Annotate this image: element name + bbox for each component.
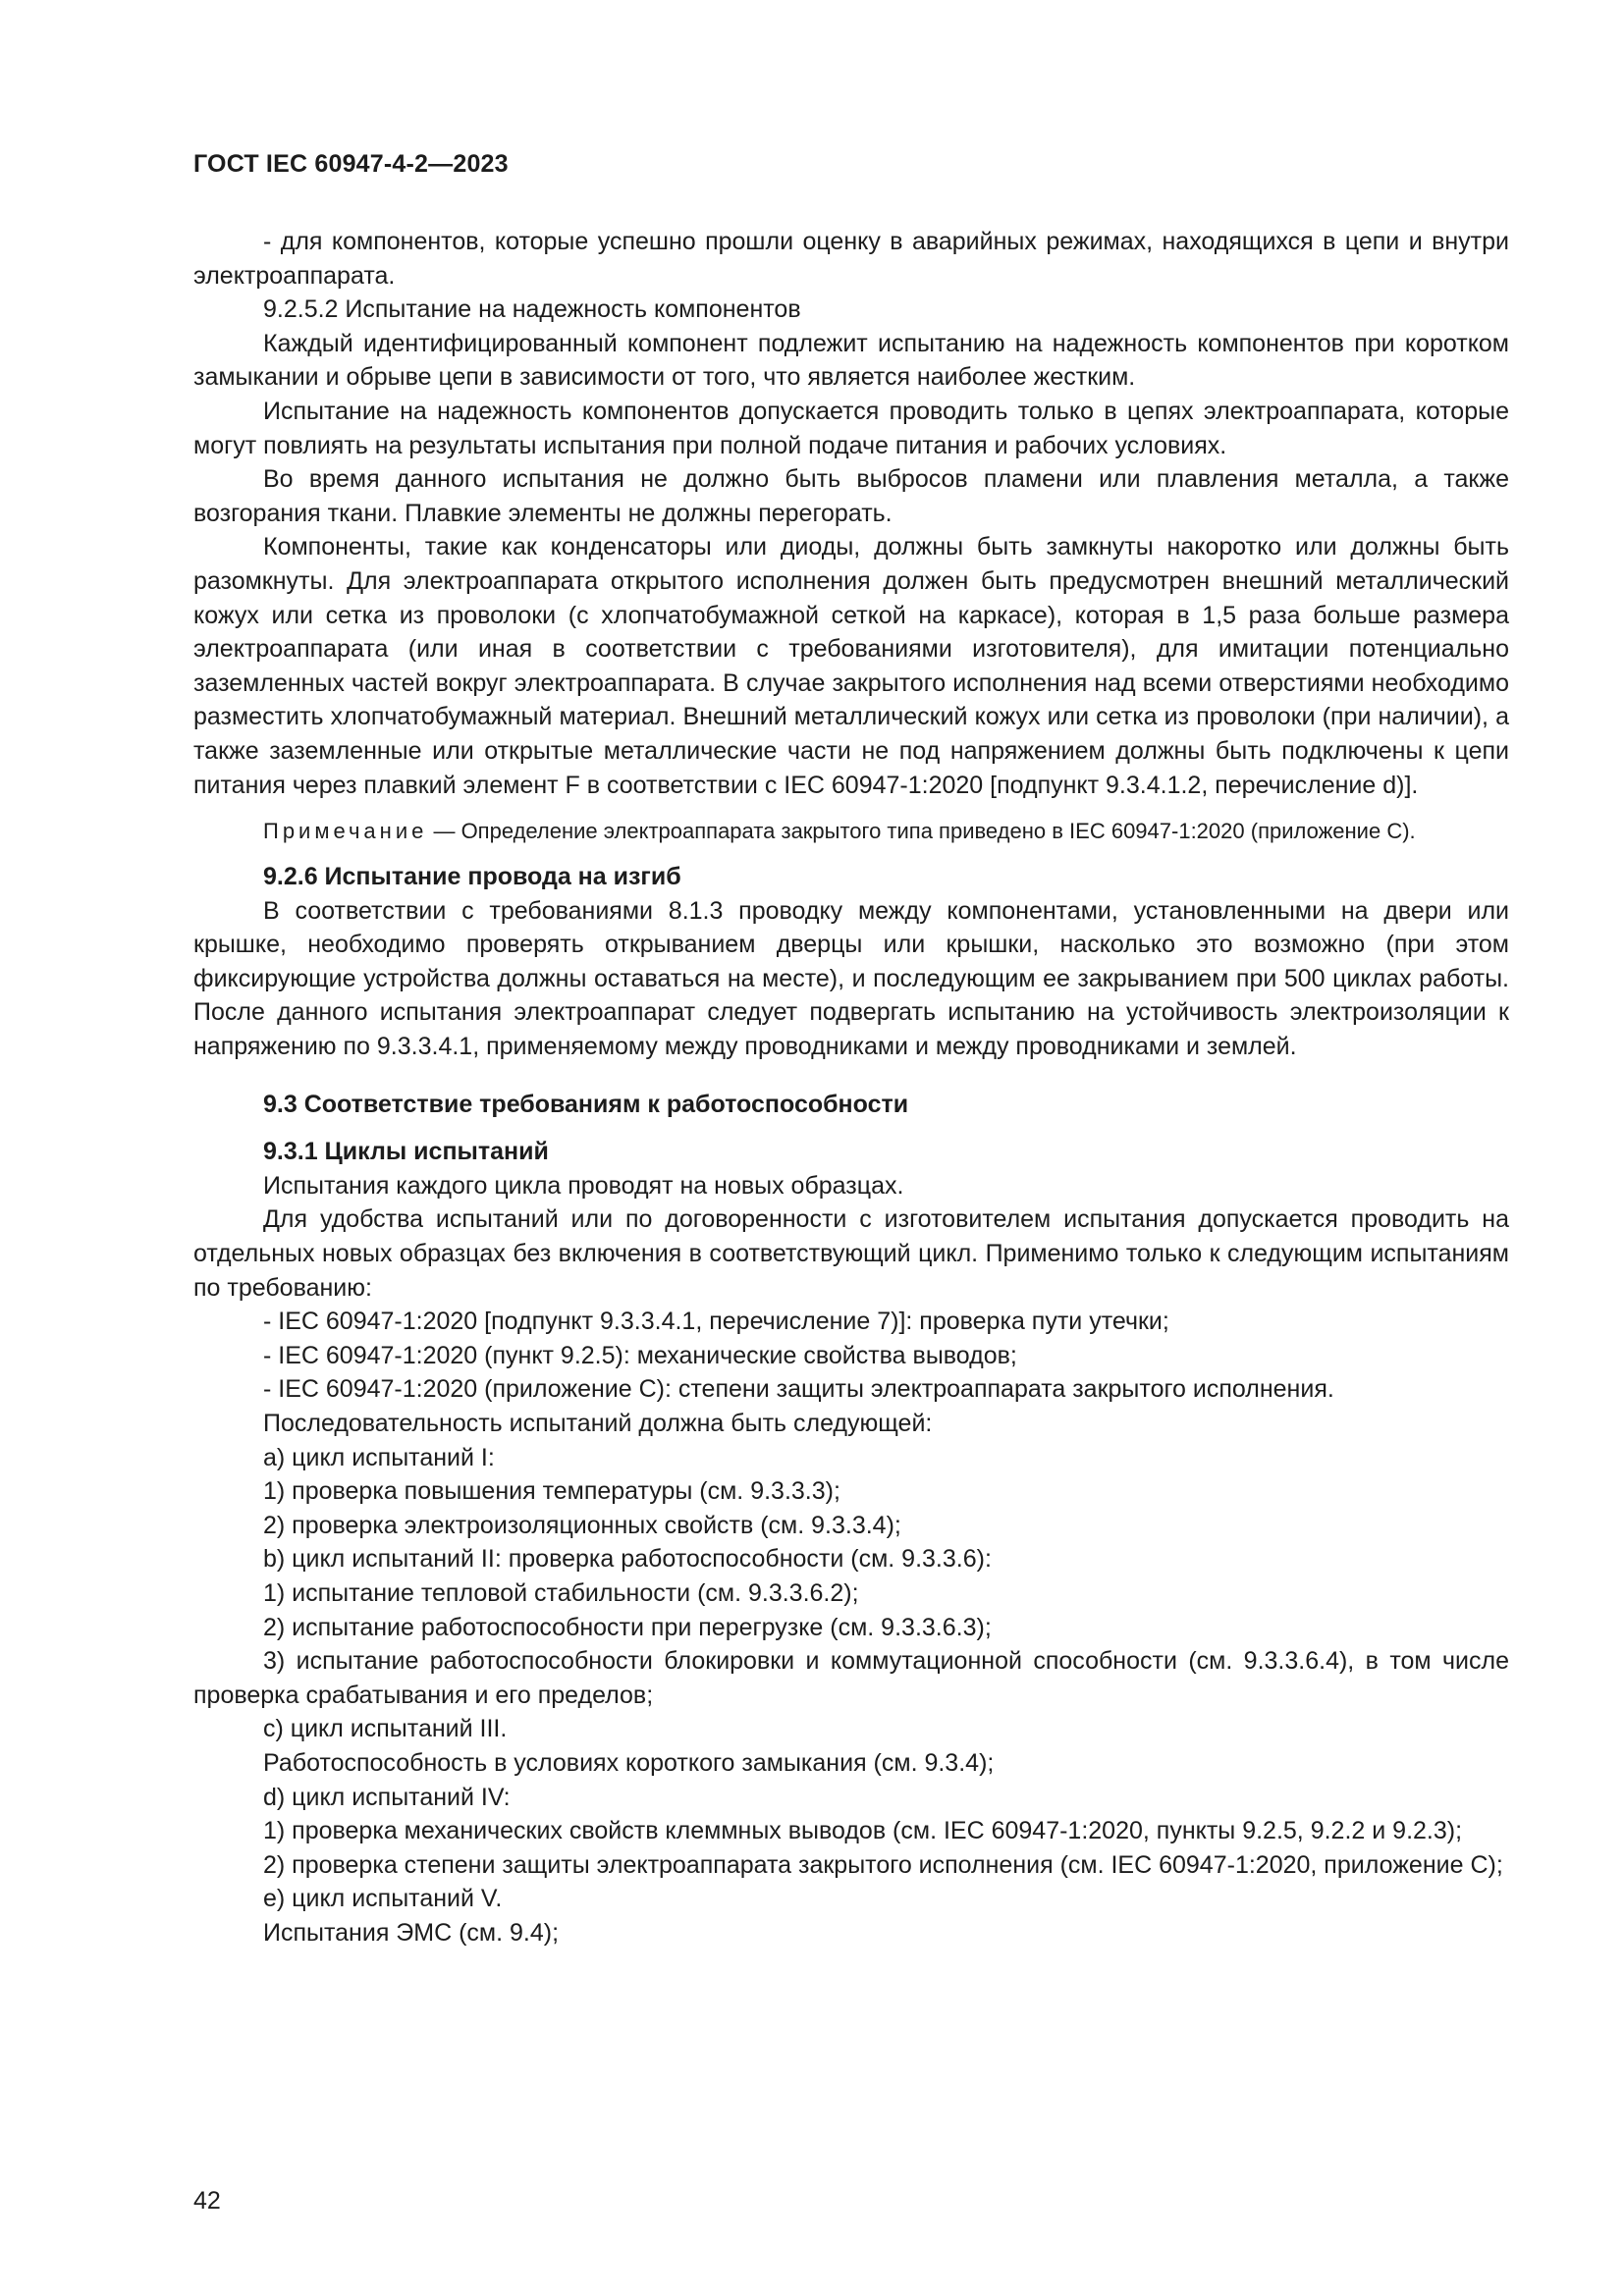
list-item: - IEC 60947-1:2020 [подпункт 9.3.3.4.1, перечисление 7)]: проверка пути утечки; — [263, 1308, 1169, 1336]
list-item: 1) проверка механических свойств клеммных выводов (см. IEC 60947-1:2020, пункты 9.2.5, 9.2.2 и 9.2.3); — [263, 1817, 1463, 1845]
list-item: - IEC 60947-1:2020 (приложение С): степени защиты электроаппарата закрытого исполнения. — [263, 1375, 1334, 1404]
section-heading: 9.3.1 Циклы испытаний — [263, 1138, 549, 1166]
note-text: — Определение электроаппарата закрытого типа приведено в IEC 60947-1:2020 (приложение С). — [427, 819, 1416, 844]
list-item: 1) испытание тепловой стабильности (см. 9.3.3.6.2); — [263, 1578, 859, 1607]
list-item: - IEC 60947-1:2020 (пункт 9.2.5): механические свойства выводов; — [263, 1341, 1017, 1369]
list-item: 3) испытание работоспособности блокировки и коммутационной способности (см. 9.3.3.6.4), в том числе проверка срабатывания и его пределов; — [193, 1647, 1509, 1709]
section-heading: 9.3 Соответствие требованиям к работоспособности — [263, 1090, 909, 1118]
note — [193, 816, 1509, 846]
list-item: 2) проверка электроизоляционных свойств (см. 9.3.3.4); — [263, 1511, 901, 1539]
paragraph: Каждый идентифицированный компонент подлежит испытанию на надежность компонентов при коротком замыкании и обрыве цепи в зависимости от того, что является наиболее жестким. — [193, 329, 1509, 392]
list-item: b) цикл испытаний II: проверка работоспособности (см. 9.3.3.6): — [263, 1545, 992, 1574]
paragraph: Последовательность испытаний должна быть следующей: — [263, 1410, 933, 1437]
list-item: 2) испытание работоспособности при перегрузке (см. 9.3.3.6.3); — [263, 1613, 992, 1641]
list-item: a) цикл испытаний I: — [263, 1443, 495, 1471]
list-item: 1) проверка повышения температуры (см. 9.3.3.3); — [263, 1477, 840, 1506]
note-label: Примечание — [263, 819, 428, 844]
list-item: e) цикл испытаний V. — [263, 1885, 503, 1913]
paragraph: Компоненты, такие как конденсаторы или диоды, должны быть замкнуты накоротко или должны быть разомкнуты. Для электроаппарата открытого исполнения должен быть предусмотрен внешний металлический кожух или сетка из проволоки (с хлопчатобумажной сеткой на каркасе), которая в 1,5 раза больше размера электроаппарата (или иная в соответствии с требованиями изготовителя), для имитации потенциально заземленных частей вокруг электроаппарата. В случае закрытого исполнения над всеми отверстиями необходимо разместить хлопчатобумажный материал. Внешний металлический кожух или сетка из проволоки (при наличии), а также заземленные или открытые металлические части не под напряжением должны быть подключены к цепи питания через плавкий элемент F в соответствии с IEC 60947-1:2020 [подпункт 9.3.4.1.2, перечисление d)]. — [193, 533, 1509, 799]
subsection-title: 9.2.5.2 Испытание на надежность компонентов — [263, 295, 801, 324]
paragraph: Испытание на надежность компонентов допускается проводить только в цепях электроаппарата, которые могут повлиять на результаты испытания при полной подаче питания и рабочих условиях. — [193, 397, 1509, 459]
paragraph: Для удобства испытаний или по договоренности с изготовителем испытания допускается проводить на отдельных новых образцах без включения в соответствующий цикл. Применимо только к следующим испытаниям по требованию: — [193, 1205, 1509, 1302]
document-body — [193, 225, 1509, 1950]
list-item: 2) проверка степени защиты электроаппарата закрытого исполнения (см. IEC 60947-1:2020, приложение С); — [263, 1850, 1503, 1879]
list-item: Работоспособность в условиях короткого замыкания (см. 9.3.4); — [263, 1748, 995, 1777]
paragraph: - для компонентов, которые успешно прошли оценку в аварийных режимах, находящихся в цепи и внутри электроаппарата. — [193, 228, 1509, 290]
paragraph: Испытания каждого цикла проводят на новых образцах. — [263, 1171, 904, 1200]
page-number: 42 — [193, 2187, 221, 2215]
section-heading: 9.2.6 Испытание провода на изгиб — [263, 863, 681, 891]
paragraph: В соответствии с требованиями 8.1.3 проводку между компонентами, установленными на двери или крышке, необходимо проверять открыванием дверцы или крышки, насколько это возможно (при этом фиксирующие устройства должны оставаться на месте), и последующим ее закрыванием при 500 циклах работы. После данного испытания электроаппарат следует подвергать испытанию на устойчивость электроизоляции к напряжению по 9.3.3.4.1, применяемому между проводниками и между проводниками и землей. — [193, 896, 1509, 1061]
document-header: ГОСТ IEC 60947-4-2—2023 — [193, 150, 509, 178]
list-item: c) цикл испытаний III. — [263, 1715, 508, 1743]
list-item: d) цикл испытаний IV: — [263, 1783, 511, 1811]
list-item: Испытания ЭМС (см. 9.4); — [263, 1918, 560, 1947]
paragraph: Во время данного испытания не должно быть выбросов пламени или плавления металла, а также возгорания ткани. Плавкие элементы не должны перегорать. — [193, 465, 1509, 527]
